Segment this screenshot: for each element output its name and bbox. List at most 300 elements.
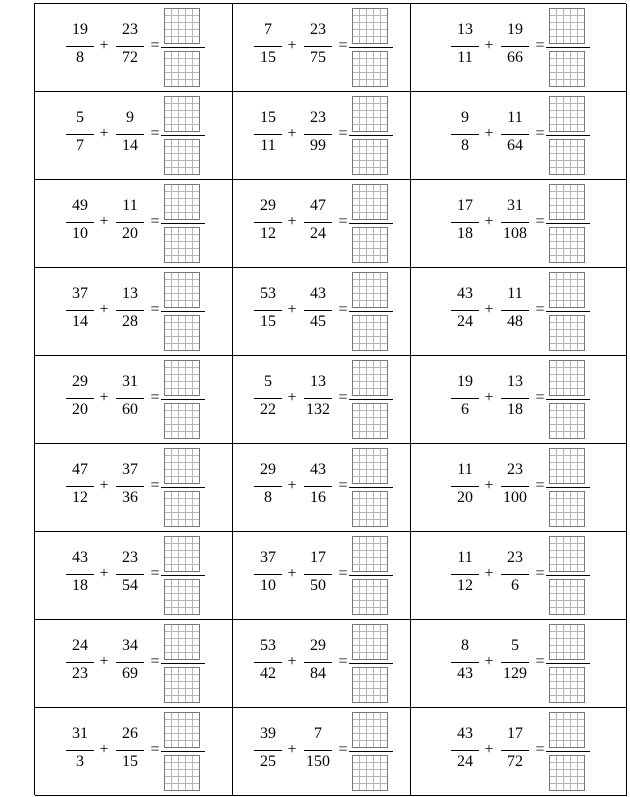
denominator: 43 bbox=[457, 665, 473, 682]
answer-fraction bbox=[161, 620, 205, 707]
first-fraction bbox=[63, 356, 97, 443]
fraction-bar bbox=[304, 486, 332, 487]
answer-fraction bbox=[349, 532, 393, 619]
second-fraction bbox=[498, 180, 532, 267]
second-fraction bbox=[113, 92, 147, 179]
answer-denominator-box[interactable] bbox=[164, 491, 200, 527]
answer-denominator-box[interactable] bbox=[549, 139, 585, 175]
numerator: 34 bbox=[122, 637, 138, 654]
fraction-bar bbox=[304, 46, 332, 47]
second-fraction bbox=[113, 444, 147, 531]
denominator: 36 bbox=[122, 489, 138, 506]
denominator: 10 bbox=[72, 225, 88, 242]
answer-fraction-bar bbox=[349, 399, 393, 400]
answer-numerator-box[interactable] bbox=[164, 448, 200, 484]
denominator: 15 bbox=[122, 753, 138, 770]
problem-expression bbox=[63, 180, 205, 267]
fraction-bar bbox=[501, 222, 529, 223]
answer-denominator-box[interactable] bbox=[164, 139, 200, 175]
denominator: 66 bbox=[507, 49, 523, 66]
answer-numerator-box[interactable] bbox=[549, 624, 585, 660]
numerator: 29 bbox=[260, 461, 276, 478]
numerator: 39 bbox=[260, 725, 276, 742]
answer-denominator-box[interactable] bbox=[164, 667, 200, 703]
numerator: 7 bbox=[314, 725, 322, 742]
problem-cell bbox=[35, 708, 233, 796]
plus-sign: + bbox=[99, 653, 109, 670]
fraction-bar bbox=[451, 310, 479, 311]
equals-sign: = bbox=[150, 389, 160, 406]
numerator: 13 bbox=[507, 373, 523, 390]
fraction-bar bbox=[254, 222, 282, 223]
answer-numerator-box[interactable] bbox=[164, 8, 200, 44]
first-fraction bbox=[251, 444, 285, 531]
first-fraction bbox=[448, 268, 482, 355]
problem-expression bbox=[63, 268, 205, 355]
answer-numerator-box[interactable] bbox=[164, 272, 200, 308]
fraction-bar bbox=[451, 662, 479, 663]
answer-numerator-box[interactable] bbox=[549, 360, 585, 396]
second-fraction bbox=[301, 92, 335, 179]
answer-fraction-bar bbox=[546, 751, 590, 752]
equals-sign: = bbox=[338, 653, 348, 670]
answer-fraction-bar bbox=[161, 487, 205, 488]
numerator: 23 bbox=[507, 549, 523, 566]
denominator: 24 bbox=[457, 753, 473, 770]
second-fraction bbox=[113, 620, 147, 707]
denominator: 100 bbox=[503, 489, 527, 506]
equals-sign: = bbox=[338, 389, 348, 406]
answer-fraction-bar bbox=[349, 487, 393, 488]
answer-fraction-bar bbox=[349, 751, 393, 752]
fraction-bar bbox=[116, 574, 144, 575]
second-fraction bbox=[498, 708, 532, 795]
fraction-bar bbox=[66, 398, 94, 399]
fraction-bar bbox=[116, 662, 144, 663]
first-fraction bbox=[448, 620, 482, 707]
denominator: 48 bbox=[507, 313, 523, 330]
denominator: 8 bbox=[76, 49, 84, 66]
second-fraction bbox=[113, 268, 147, 355]
problem-expression bbox=[251, 180, 393, 267]
denominator: 108 bbox=[503, 225, 527, 242]
equals-sign: = bbox=[535, 741, 545, 758]
answer-numerator-box[interactable] bbox=[164, 536, 200, 572]
numerator: 11 bbox=[457, 549, 473, 566]
second-fraction bbox=[301, 532, 335, 619]
numerator: 9 bbox=[461, 109, 469, 126]
fraction-bar bbox=[501, 574, 529, 575]
numerator: 23 bbox=[310, 21, 326, 38]
answer-numerator-box[interactable] bbox=[164, 96, 200, 132]
answer-denominator-box[interactable] bbox=[352, 667, 388, 703]
answer-numerator-box[interactable] bbox=[164, 360, 200, 396]
numerator: 7 bbox=[264, 21, 272, 38]
answer-denominator-box[interactable] bbox=[164, 315, 200, 351]
second-fraction bbox=[113, 708, 147, 795]
answer-numerator-box[interactable] bbox=[549, 96, 585, 132]
problem-cell bbox=[233, 620, 411, 708]
problem-expression bbox=[63, 356, 205, 443]
equals-sign: = bbox=[535, 565, 545, 582]
denominator: 45 bbox=[310, 313, 326, 330]
problem-cell bbox=[233, 4, 411, 92]
equals-sign: = bbox=[150, 37, 160, 54]
denominator: 12 bbox=[457, 577, 473, 594]
denominator: 23 bbox=[72, 665, 88, 682]
fraction-bar bbox=[66, 46, 94, 47]
equals-sign: = bbox=[150, 477, 160, 494]
plus-sign: + bbox=[484, 213, 494, 230]
second-fraction bbox=[301, 444, 335, 531]
denominator: 11 bbox=[457, 49, 473, 66]
fraction-bar bbox=[304, 310, 332, 311]
numerator: 9 bbox=[126, 109, 134, 126]
problem-cell bbox=[411, 532, 627, 620]
plus-sign: + bbox=[287, 741, 297, 758]
problem-expression bbox=[448, 92, 590, 179]
plus-sign: + bbox=[287, 565, 297, 582]
fraction-bar bbox=[66, 134, 94, 135]
answer-numerator-box[interactable] bbox=[352, 712, 388, 748]
second-fraction bbox=[113, 532, 147, 619]
answer-numerator-box[interactable] bbox=[352, 272, 388, 308]
answer-fraction bbox=[349, 92, 393, 179]
answer-denominator-box[interactable] bbox=[164, 227, 200, 263]
numerator: 11 bbox=[122, 197, 138, 214]
denominator: 20 bbox=[457, 489, 473, 506]
equals-sign: = bbox=[535, 37, 545, 54]
answer-denominator-box[interactable] bbox=[352, 51, 388, 87]
problem-cell bbox=[233, 92, 411, 180]
equals-sign: = bbox=[150, 741, 160, 758]
answer-fraction-bar bbox=[349, 311, 393, 312]
plus-sign: + bbox=[287, 389, 297, 406]
first-fraction bbox=[251, 620, 285, 707]
answer-numerator-box[interactable] bbox=[549, 536, 585, 572]
fraction-bar bbox=[254, 662, 282, 663]
fraction-bar bbox=[501, 46, 529, 47]
fraction-bar bbox=[66, 662, 94, 663]
answer-fraction-bar bbox=[546, 663, 590, 664]
second-fraction bbox=[301, 268, 335, 355]
answer-fraction bbox=[161, 444, 205, 531]
answer-numerator-box[interactable] bbox=[352, 96, 388, 132]
first-fraction bbox=[448, 92, 482, 179]
fraction-bar bbox=[501, 398, 529, 399]
answer-fraction bbox=[349, 444, 393, 531]
answer-denominator-box[interactable] bbox=[352, 491, 388, 527]
numerator: 31 bbox=[72, 725, 88, 742]
numerator: 37 bbox=[72, 285, 88, 302]
answer-fraction-bar bbox=[161, 663, 205, 664]
fraction-bar bbox=[304, 662, 332, 663]
problem-expression bbox=[63, 4, 205, 91]
second-fraction bbox=[301, 180, 335, 267]
numerator: 23 bbox=[122, 21, 138, 38]
answer-denominator-box[interactable] bbox=[549, 227, 585, 263]
answer-numerator-box[interactable] bbox=[352, 360, 388, 396]
answer-fraction-bar bbox=[546, 311, 590, 312]
numerator: 26 bbox=[122, 725, 138, 742]
answer-denominator-box[interactable] bbox=[164, 403, 200, 439]
denominator: 72 bbox=[122, 49, 138, 66]
answer-fraction bbox=[546, 620, 590, 707]
numerator: 29 bbox=[310, 637, 326, 654]
fraction-bar bbox=[501, 662, 529, 663]
problem-cell bbox=[411, 444, 627, 532]
problem-expression bbox=[251, 620, 393, 707]
problem-expression bbox=[251, 532, 393, 619]
problem-expression bbox=[63, 532, 205, 619]
numerator: 19 bbox=[72, 21, 88, 38]
problem-cell bbox=[233, 708, 411, 796]
answer-numerator-box[interactable] bbox=[352, 624, 388, 660]
answer-fraction-bar bbox=[546, 399, 590, 400]
second-fraction bbox=[498, 4, 532, 91]
numerator: 17 bbox=[457, 197, 473, 214]
numerator: 23 bbox=[122, 549, 138, 566]
plus-sign: + bbox=[99, 37, 109, 54]
answer-numerator-box[interactable] bbox=[549, 272, 585, 308]
answer-fraction bbox=[349, 620, 393, 707]
answer-denominator-box[interactable] bbox=[164, 755, 200, 791]
numerator: 5 bbox=[264, 373, 272, 390]
plus-sign: + bbox=[287, 477, 297, 494]
equals-sign: = bbox=[338, 565, 348, 582]
denominator: 28 bbox=[122, 313, 138, 330]
answer-denominator-box[interactable] bbox=[549, 491, 585, 527]
second-fraction bbox=[113, 180, 147, 267]
plus-sign: + bbox=[99, 741, 109, 758]
denominator: 24 bbox=[457, 313, 473, 330]
answer-fraction-bar bbox=[161, 47, 205, 48]
first-fraction bbox=[251, 708, 285, 795]
denominator: 6 bbox=[461, 401, 469, 418]
fraction-bar bbox=[451, 750, 479, 751]
answer-denominator-box[interactable] bbox=[352, 315, 388, 351]
answer-denominator-box[interactable] bbox=[352, 579, 388, 615]
answer-fraction bbox=[161, 532, 205, 619]
plus-sign: + bbox=[484, 301, 494, 318]
problem-expression bbox=[251, 356, 393, 443]
fraction-bar bbox=[254, 310, 282, 311]
numerator: 23 bbox=[310, 109, 326, 126]
first-fraction bbox=[251, 532, 285, 619]
problem-expression bbox=[251, 4, 393, 91]
numerator: 24 bbox=[72, 637, 88, 654]
plus-sign: + bbox=[99, 389, 109, 406]
second-fraction bbox=[113, 356, 147, 443]
answer-denominator-box[interactable] bbox=[549, 403, 585, 439]
numerator: 43 bbox=[72, 549, 88, 566]
fraction-bar bbox=[66, 310, 94, 311]
numerator: 31 bbox=[122, 373, 138, 390]
denominator: 69 bbox=[122, 665, 138, 682]
answer-fraction bbox=[546, 180, 590, 267]
problem-expression bbox=[251, 268, 393, 355]
denominator: 18 bbox=[72, 577, 88, 594]
answer-denominator-box[interactable] bbox=[164, 579, 200, 615]
fraction-bar bbox=[304, 574, 332, 575]
fraction-bar bbox=[451, 574, 479, 575]
problem-cell bbox=[233, 356, 411, 444]
fraction-bar bbox=[116, 750, 144, 751]
fraction-bar bbox=[116, 398, 144, 399]
denominator: 129 bbox=[503, 665, 527, 682]
answer-fraction-bar bbox=[161, 399, 205, 400]
problem-cell bbox=[233, 532, 411, 620]
answer-numerator-box[interactable] bbox=[164, 624, 200, 660]
first-fraction bbox=[251, 180, 285, 267]
denominator: 60 bbox=[122, 401, 138, 418]
answer-denominator-box[interactable] bbox=[549, 755, 585, 791]
denominator: 10 bbox=[260, 577, 276, 594]
denominator: 42 bbox=[260, 665, 276, 682]
answer-numerator-box[interactable] bbox=[549, 8, 585, 44]
fraction-bar bbox=[254, 486, 282, 487]
fraction-bar bbox=[254, 134, 282, 135]
fraction-bar bbox=[66, 222, 94, 223]
answer-fraction bbox=[349, 356, 393, 443]
problem-expression bbox=[448, 4, 590, 91]
numerator: 19 bbox=[457, 373, 473, 390]
answer-denominator-box[interactable] bbox=[352, 403, 388, 439]
first-fraction bbox=[448, 532, 482, 619]
answer-denominator-box[interactable] bbox=[549, 667, 585, 703]
plus-sign: + bbox=[484, 37, 494, 54]
problem-cell bbox=[35, 180, 233, 268]
answer-fraction bbox=[349, 4, 393, 91]
denominator: 20 bbox=[72, 401, 88, 418]
fraction-bar bbox=[451, 486, 479, 487]
plus-sign: + bbox=[287, 653, 297, 670]
answer-numerator-box[interactable] bbox=[549, 184, 585, 220]
problem-expression bbox=[448, 444, 590, 531]
numerator: 17 bbox=[507, 725, 523, 742]
first-fraction bbox=[63, 620, 97, 707]
answer-fraction bbox=[161, 268, 205, 355]
denominator: 14 bbox=[122, 137, 138, 154]
answer-fraction-bar bbox=[161, 751, 205, 752]
answer-fraction bbox=[349, 708, 393, 795]
answer-numerator-box[interactable] bbox=[164, 712, 200, 748]
denominator: 132 bbox=[306, 401, 330, 418]
answer-numerator-box[interactable] bbox=[164, 184, 200, 220]
equals-sign: = bbox=[150, 213, 160, 230]
problem-cell bbox=[411, 268, 627, 356]
plus-sign: + bbox=[484, 125, 494, 142]
denominator: 84 bbox=[310, 665, 326, 682]
equals-sign: = bbox=[535, 389, 545, 406]
answer-fraction-bar bbox=[546, 575, 590, 576]
answer-denominator-box[interactable] bbox=[549, 579, 585, 615]
denominator: 150 bbox=[306, 753, 330, 770]
second-fraction bbox=[301, 356, 335, 443]
equals-sign: = bbox=[150, 653, 160, 670]
first-fraction bbox=[63, 532, 97, 619]
numerator: 43 bbox=[457, 725, 473, 742]
plus-sign: + bbox=[287, 301, 297, 318]
problem-expression bbox=[63, 92, 205, 179]
fraction-bar bbox=[116, 222, 144, 223]
equals-sign: = bbox=[150, 565, 160, 582]
numerator: 43 bbox=[310, 461, 326, 478]
answer-denominator-box[interactable] bbox=[352, 227, 388, 263]
first-fraction bbox=[448, 180, 482, 267]
problem-cell bbox=[233, 180, 411, 268]
second-fraction bbox=[498, 532, 532, 619]
answer-fraction bbox=[161, 4, 205, 91]
fraction-bar bbox=[451, 398, 479, 399]
first-fraction bbox=[63, 92, 97, 179]
denominator: 8 bbox=[461, 137, 469, 154]
answer-denominator-box[interactable] bbox=[164, 51, 200, 87]
second-fraction bbox=[498, 356, 532, 443]
fraction-bar bbox=[501, 750, 529, 751]
denominator: 20 bbox=[122, 225, 138, 242]
answer-numerator-box[interactable] bbox=[352, 184, 388, 220]
answer-fraction-bar bbox=[161, 311, 205, 312]
answer-denominator-box[interactable] bbox=[352, 139, 388, 175]
problem-expression bbox=[63, 444, 205, 531]
problem-cell bbox=[35, 356, 233, 444]
answer-numerator-box[interactable] bbox=[352, 448, 388, 484]
answer-numerator-box[interactable] bbox=[549, 712, 585, 748]
first-fraction bbox=[63, 4, 97, 91]
problem-expression bbox=[448, 532, 590, 619]
answer-denominator-box[interactable] bbox=[352, 755, 388, 791]
denominator: 54 bbox=[122, 577, 138, 594]
fraction-bar bbox=[116, 46, 144, 47]
equals-sign: = bbox=[338, 741, 348, 758]
numerator: 53 bbox=[260, 285, 276, 302]
answer-fraction-bar bbox=[349, 223, 393, 224]
fraction-bar bbox=[116, 310, 144, 311]
problem-cell bbox=[35, 92, 233, 180]
first-fraction bbox=[448, 4, 482, 91]
numerator: 29 bbox=[260, 197, 276, 214]
denominator: 24 bbox=[310, 225, 326, 242]
equals-sign: = bbox=[535, 477, 545, 494]
answer-numerator-box[interactable] bbox=[549, 448, 585, 484]
plus-sign: + bbox=[99, 125, 109, 142]
equals-sign: = bbox=[150, 301, 160, 318]
first-fraction bbox=[251, 92, 285, 179]
fraction-bar bbox=[501, 134, 529, 135]
answer-denominator-box[interactable] bbox=[549, 315, 585, 351]
answer-fraction bbox=[546, 532, 590, 619]
fraction-bar bbox=[451, 134, 479, 135]
fraction-bar bbox=[66, 750, 94, 751]
denominator: 12 bbox=[72, 489, 88, 506]
plus-sign: + bbox=[484, 565, 494, 582]
denominator: 3 bbox=[76, 753, 84, 770]
answer-denominator-box[interactable] bbox=[549, 51, 585, 87]
problem-expression bbox=[251, 708, 393, 795]
answer-numerator-box[interactable] bbox=[352, 8, 388, 44]
first-fraction bbox=[448, 356, 482, 443]
numerator: 47 bbox=[72, 461, 88, 478]
fraction-bar bbox=[66, 486, 94, 487]
answer-fraction bbox=[546, 268, 590, 355]
fraction-bar bbox=[254, 574, 282, 575]
answer-fraction-bar bbox=[349, 575, 393, 576]
answer-numerator-box[interactable] bbox=[352, 536, 388, 572]
equals-sign: = bbox=[338, 301, 348, 318]
second-fraction bbox=[113, 4, 147, 91]
first-fraction bbox=[63, 268, 97, 355]
